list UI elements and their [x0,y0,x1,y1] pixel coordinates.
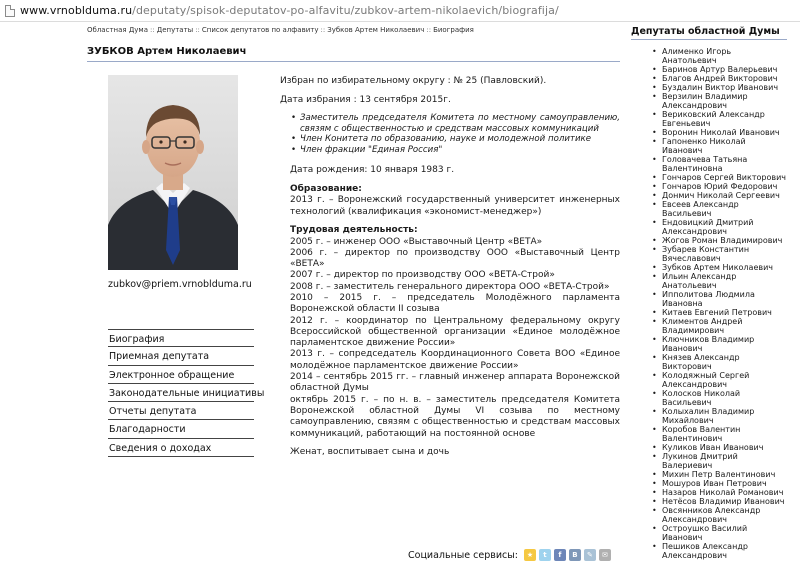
sidebar-item-deputy[interactable]: • Ключников Владимир Иванович [652,335,787,353]
sidebar-item-deputy[interactable]: • Овсянников Александр Александрович [652,506,787,524]
sidebar-item-deputy[interactable]: • Зубков Артем Николаевич [652,263,787,272]
email-icon[interactable]: ✉ [599,549,611,561]
menu-item-reception[interactable]: Приемная депутата [108,347,254,365]
sidebar-divider [631,39,787,40]
sidebar-item-deputy[interactable]: • Мошуров Иван Петрович [652,479,787,488]
work-entry: 2006 г. – директор по производству ООО «Выставочный Центр «ВЕТА» [290,247,620,270]
vkontakte-icon[interactable]: B [569,549,581,561]
sidebar-item-deputy[interactable]: • Верзилин Владимир Александрович [652,92,787,110]
sidebar-item-deputy[interactable]: • Вериковский Александр Евгеньевич [652,110,787,128]
sidebar-item-deputy[interactable]: • Ипполитова Людмила Ивановна [652,290,787,308]
positions-list [300,113,620,155]
sidebar-item-deputy[interactable]: • Буздалин Виктор Иванович [652,83,787,92]
title-divider [87,61,620,62]
work-entry: 2005 г. – инженер ООО «Выставочный Центр «ВЕТА» [290,236,543,247]
work-entry: 2012 г. – координатор по Центральному федеральному округу Всероссийской общественной организации «Единое молодёжное парламентское движение России» [290,315,620,349]
work-entry: 2007 г. – директор по производству ООО «ВЕТА-Строй» [290,270,555,281]
page-title: ЗУБКОВ Артем Николаевич [87,46,247,57]
breadcrumb-separator: :: [195,26,200,34]
sidebar-item-deputy[interactable]: • Баринов Артур Валерьевич [652,65,787,74]
social-services [408,549,614,561]
breadcrumb [87,26,474,34]
menu-item-reports[interactable]: Отчеты депутата [108,402,254,420]
breadcrumb-link-deputies[interactable]: Депутаты [156,26,194,34]
education-text: 2013 г. – Воронежский государственный университет инженерных технологий (квалификация «экономист-менеджер») [290,195,620,217]
sidebar-item-deputy[interactable]: • Ильин Александр Анатольевич [652,272,787,290]
sidebar-item-deputy[interactable]: • Евсеев Александр Васильевич [652,200,787,218]
family-info: Женат, воспитывает сына и дочь [290,446,450,457]
sidebar-item-deputy[interactable]: • Лукинов Дмитрий Валериевич [652,452,787,470]
sidebar-item-deputy[interactable]: • Назаров Николай Романович [652,488,787,497]
facebook-icon[interactable]: f [554,549,566,561]
sidebar-item-deputy[interactable]: • Колыхалин Владимир Михайлович [652,407,787,425]
sidebar-item-deputy[interactable]: • Михин Петр Валентинович [652,470,787,479]
work-entry: 2013 г. – сопредседатель Координационного Совета ВОО «Единое молодёжное парламентское движение России» [290,349,620,371]
sidebar-item-deputy[interactable]: • Жогов Роман Владимирович [652,236,787,245]
sidebar-item-deputy[interactable]: • Колодяжный Сергей Александрович [652,371,787,389]
sidebar-item-deputy[interactable]: • Остроушко Василий Иванович [652,524,787,542]
deputy-list [652,47,787,560]
breadcrumb-link-duma[interactable]: Областная Дума [87,26,149,34]
education-heading: Образование: [290,183,362,194]
breadcrumb-current: Биография [433,26,474,34]
sidebar-item-deputy[interactable]: • Благов Андрей Викторович [652,74,787,83]
deputy-email[interactable]: zubkov@priem.vrnoblduma.ru [108,279,252,290]
sidebar-title: Депутаты областной Думы [631,26,780,37]
sidebar-item-deputy[interactable]: • Гончаров Юрий Федорович [652,182,787,191]
election-date: Дата избрания : 13 сентября 2015г. [280,94,451,105]
biography-content [280,76,620,465]
sidebar-item-deputy[interactable]: • Зубарев Константин Вячеславович [652,245,787,263]
sidebar-item-deputy[interactable]: • Донмич Николай Сергеевич [652,191,787,200]
menu-item-income-info[interactable]: Сведения о доходах [108,439,254,457]
work-entry: 2008 г. – заместитель генерального директора ООО «ВЕТА-Строй» [290,281,610,292]
position-item: • Заместитель председателя Комитета по местному самоуправлению, связям с общественностью и средствам массовых коммуникаций [300,113,620,134]
breadcrumb-separator: :: [150,26,155,34]
position-item: • Член фракции "Единая Россия" [300,145,620,156]
url-text[interactable] [20,4,559,17]
menu-item-biography[interactable]: Биография [108,329,254,347]
menu-item-electronic-appeal[interactable]: Электронное обращение [108,366,254,384]
work-heading: Трудовая деятельность: [290,225,418,235]
page-content [0,22,800,565]
address-bar[interactable] [0,0,800,22]
sidebar-item-deputy[interactable]: • Китаев Евгений Петрович [652,308,787,317]
sidebar-item-deputy[interactable]: • Головачева Татьяна Валентиновна [652,155,787,173]
breadcrumb-link-deputy[interactable]: Зубков Артем Николаевич [327,26,425,34]
sidebar-item-deputy[interactable]: • Куликов Иван Иванович [652,443,787,452]
work-entry: 2010 – 2015 г. – председатель Молодёжного парламента Воронежской области II созыва [290,292,620,315]
sidebar-item-deputy[interactable]: • Климентов Андрей Владимирович [652,317,787,335]
deputy-menu [108,329,265,457]
position-item: • Член Конитета по образованию, науке и молодежной политике [300,134,620,145]
work-entry: октябрь 2015 г. – по н. в. – заместитель председателя Комитета Воронежской областной Думы VI созыва по местному самоуправлению, связям с общественностью и средствам массовых коммуникаций, работающий на постоянной основе [290,394,620,439]
sidebar-item-deputy[interactable]: • Гончаров Сергей Викторович [652,173,787,182]
deputy-photo [108,75,238,270]
elected-info: Избран по избирательному округу : № 25 (Павловский). [280,76,547,86]
birth-date: Дата рождения: 10 января 1983 г. [290,165,455,175]
sidebar-item-deputy[interactable]: • Гапоненко Николай Иванович [652,137,787,155]
sidebar-item-deputy[interactable]: • Воронин Николай Иванович [652,128,787,137]
menu-item-acknowledgements[interactable]: Благодарности [108,420,254,438]
sidebar-item-deputy[interactable]: • Пешиков Александр Александрович [652,542,787,560]
url-host: www.vrnoblduma.ru [20,4,133,17]
social-label: Социальные сервисы: [408,549,518,561]
twitter-icon[interactable]: t [539,549,551,561]
sidebar-item-deputy[interactable]: • Колосков Николай Васильевич [652,389,787,407]
menu-item-legislative-initiatives[interactable]: Законодательные инициативы [108,384,254,402]
livejournal-icon[interactable]: ✎ [584,549,596,561]
sidebar-item-deputy[interactable]: • Коробов Валентин Валентинович [652,425,787,443]
breadcrumb-link-list[interactable]: Список депутатов по алфавиту [201,26,319,34]
sidebar-item-deputy[interactable]: • Князев Александр Викторович [652,353,787,371]
page-icon [5,5,15,17]
sidebar-item-deputy[interactable]: • Нетёсов Владимир Иванович [652,497,787,506]
work-history [290,237,620,440]
url-path: /deputaty/spisok-deputatov-po-alfavitu/zubkov-artem-nikolaevich/biografija/ [132,4,559,17]
sidebar-item-deputy[interactable]: • Ендовицкий Дмитрий Александрович [652,218,787,236]
work-entry: 2014 – сентябрь 2015 гг. – главный инженер аппарата Воронежской областной Думы [290,372,620,394]
star-icon[interactable]: ★ [524,549,536,561]
breadcrumb-separator: :: [426,26,432,34]
breadcrumb-separator: :: [320,26,326,34]
sidebar-item-deputy[interactable]: • Алименко Игорь Анатольевич [652,47,787,65]
